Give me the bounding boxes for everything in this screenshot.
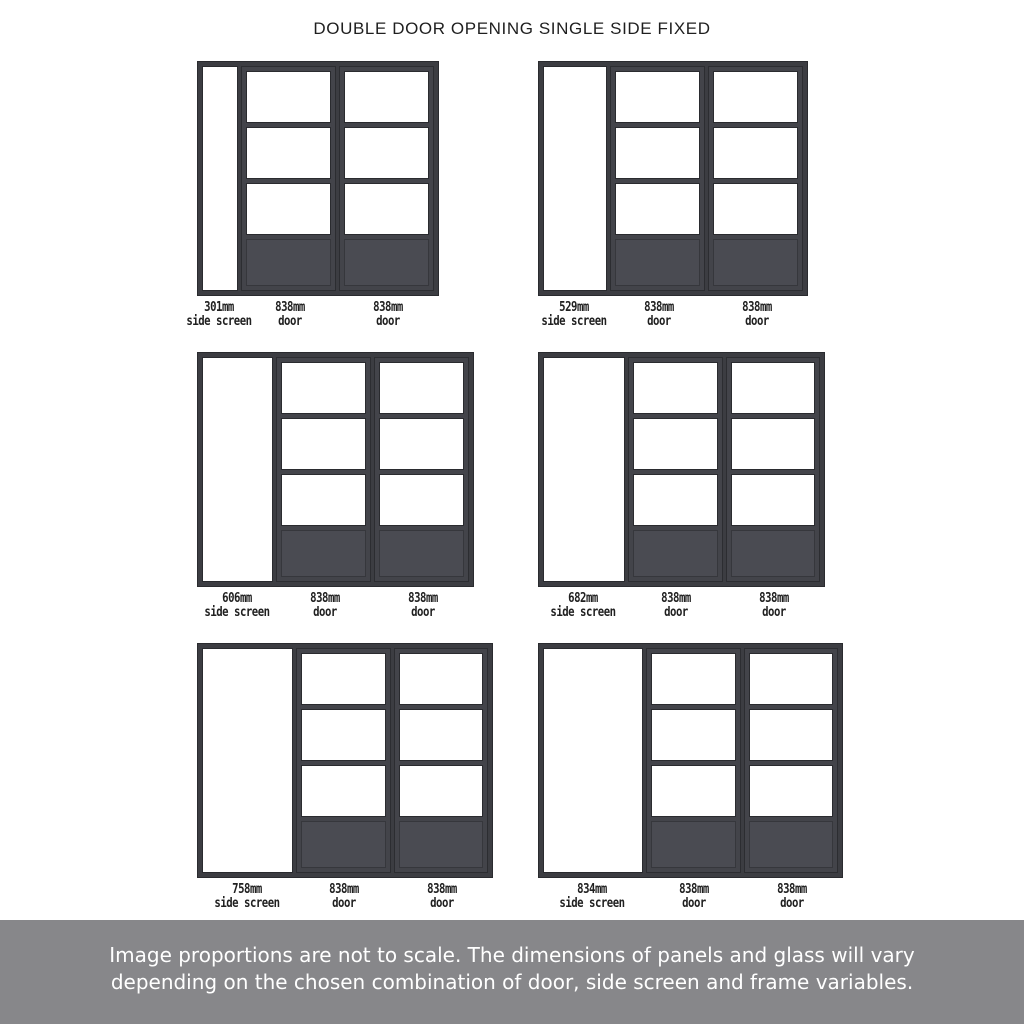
outer-frame [538, 61, 808, 296]
door-label [733, 592, 815, 620]
glass-pane [713, 127, 798, 179]
side-screen-label-type: side screen [541, 314, 607, 329]
glass-pane [749, 765, 834, 817]
page-title: DOUBLE DOOR OPENING SINGLE SIDE FIXED [313, 19, 711, 38]
kick-panel [399, 821, 484, 868]
side-screen-label [542, 592, 624, 620]
door-label-size: 838mm [643, 300, 674, 315]
glass-pane [246, 127, 331, 179]
glass-pane [281, 474, 366, 526]
side-screen-label [206, 883, 288, 911]
door-label-size: 838mm [274, 300, 305, 315]
config-5 [197, 643, 493, 928]
door-label [716, 301, 798, 329]
door-label-type: door [312, 605, 337, 620]
door-label [618, 301, 700, 329]
glass-pane [301, 709, 386, 761]
door-label [653, 883, 735, 911]
door-label [751, 883, 833, 911]
outer-frame [197, 643, 493, 878]
kick-panel [731, 530, 816, 577]
door-label-size: 838mm [741, 300, 772, 315]
glass-pane [633, 418, 718, 470]
glass-pane [344, 183, 429, 235]
kick-panel [713, 239, 798, 286]
glass-pane [713, 183, 798, 235]
config-2 [538, 61, 808, 346]
glass-pane [749, 653, 834, 705]
kick-panel [301, 821, 386, 868]
door-label-size: 838mm [679, 882, 710, 897]
glass-pane [399, 709, 484, 761]
disclaimer-line-2: depending on the chosen combination of door, side screen and frame variables. [110, 970, 914, 994]
door-label [303, 883, 385, 911]
door-label [284, 592, 366, 620]
door-leaf [610, 66, 705, 291]
glass-pane [301, 765, 386, 817]
door-leaf [744, 648, 839, 873]
side-screen-label-type: side screen [213, 896, 280, 911]
door-label [249, 301, 331, 329]
door-leaf [339, 66, 434, 291]
side-screen-label [178, 301, 260, 329]
kick-panel [615, 239, 700, 286]
kick-panel [633, 530, 718, 577]
glass-pane [246, 71, 331, 123]
door-label-size: 838mm [426, 882, 457, 897]
side-screen-label-size: 834mm [577, 882, 607, 897]
door-label [347, 301, 429, 329]
door-label [635, 592, 717, 620]
door-leaf [726, 357, 821, 582]
glass-pane [731, 418, 816, 470]
door-label-size: 838mm [661, 591, 692, 606]
glass-pane [731, 474, 816, 526]
door-leaf [646, 648, 741, 873]
glass-pane [379, 362, 464, 414]
kick-panel [651, 821, 736, 868]
glass-pane [615, 71, 700, 123]
glass-pane [301, 653, 386, 705]
outer-frame [197, 61, 439, 296]
door-label-type: door [744, 314, 769, 329]
door-label-size: 838mm [309, 591, 340, 606]
kick-panel [344, 239, 429, 286]
door-label-type: door [410, 605, 435, 620]
side-screen-glass [202, 357, 273, 582]
door-label-type: door [375, 314, 400, 329]
glass-pane [399, 765, 484, 817]
door-label-type: door [761, 605, 786, 620]
door-label-type: door [332, 896, 357, 911]
config-4 [538, 352, 825, 637]
door-label [382, 592, 464, 620]
outer-frame [538, 643, 843, 878]
side-screen-label [551, 883, 633, 911]
door-label-type: door [277, 314, 302, 329]
glass-pane [633, 362, 718, 414]
glass-pane [281, 418, 366, 470]
side-screen-glass [543, 357, 625, 582]
door-label-size: 838mm [329, 882, 360, 897]
side-screen-label-type: side screen [186, 314, 252, 329]
glass-pane [379, 474, 464, 526]
kick-panel [379, 530, 464, 577]
disclaimer-footer [0, 920, 1024, 1024]
door-label [401, 883, 483, 911]
glass-pane [344, 71, 429, 123]
door-label-size: 838mm [407, 591, 438, 606]
glass-pane [615, 183, 700, 235]
config-1 [186, 61, 439, 346]
door-leaf [276, 357, 371, 582]
door-label-type: door [646, 314, 671, 329]
side-screen-label [533, 301, 615, 329]
glass-pane [651, 653, 736, 705]
side-screen-label-size: 301mm [204, 300, 234, 315]
side-screen-label-type: side screen [559, 896, 625, 911]
door-label-size: 838mm [372, 300, 403, 315]
side-screen-label-size: 606mm [221, 591, 252, 606]
door-label-type: door [779, 896, 804, 911]
door-leaf [394, 648, 489, 873]
side-screen-glass [543, 66, 607, 291]
disclaimer-line-1: Image proportions are not to scale. The dimensions of panels and glass will vary [109, 943, 915, 967]
side-screen-glass [543, 648, 643, 873]
glass-pane [651, 709, 736, 761]
side-screen-label-size: 529mm [559, 300, 589, 315]
door-label-type: door [429, 896, 454, 911]
side-screen-glass [202, 66, 238, 291]
kick-panel [246, 239, 331, 286]
door-leaf [628, 357, 723, 582]
glass-pane [651, 765, 736, 817]
door-label-size: 838mm [758, 591, 789, 606]
outer-frame [197, 352, 474, 587]
kick-panel [281, 530, 366, 577]
side-screen-glass [202, 648, 293, 873]
door-leaf [374, 357, 469, 582]
side-screen-label-type: side screen [550, 605, 616, 620]
side-screen-label-type: side screen [203, 605, 270, 620]
kick-panel [749, 821, 834, 868]
outer-frame [538, 352, 825, 587]
door-leaf [708, 66, 803, 291]
glass-pane [731, 362, 816, 414]
glass-pane [633, 474, 718, 526]
config-6 [538, 643, 843, 928]
door-label-type: door [664, 605, 689, 620]
door-leaf [296, 648, 391, 873]
side-screen-label-size: 758mm [231, 882, 262, 897]
glass-pane [379, 418, 464, 470]
glass-pane [344, 127, 429, 179]
glass-pane [281, 362, 366, 414]
door-leaf [241, 66, 336, 291]
glass-pane [749, 709, 834, 761]
glass-pane [615, 127, 700, 179]
door-label-size: 838mm [776, 882, 807, 897]
side-screen-label [196, 592, 278, 620]
door-label-type: door [682, 896, 707, 911]
glass-pane [399, 653, 484, 705]
glass-pane [713, 71, 798, 123]
side-screen-label-size: 682mm [568, 591, 598, 606]
config-3 [197, 352, 474, 637]
glass-pane [246, 183, 331, 235]
